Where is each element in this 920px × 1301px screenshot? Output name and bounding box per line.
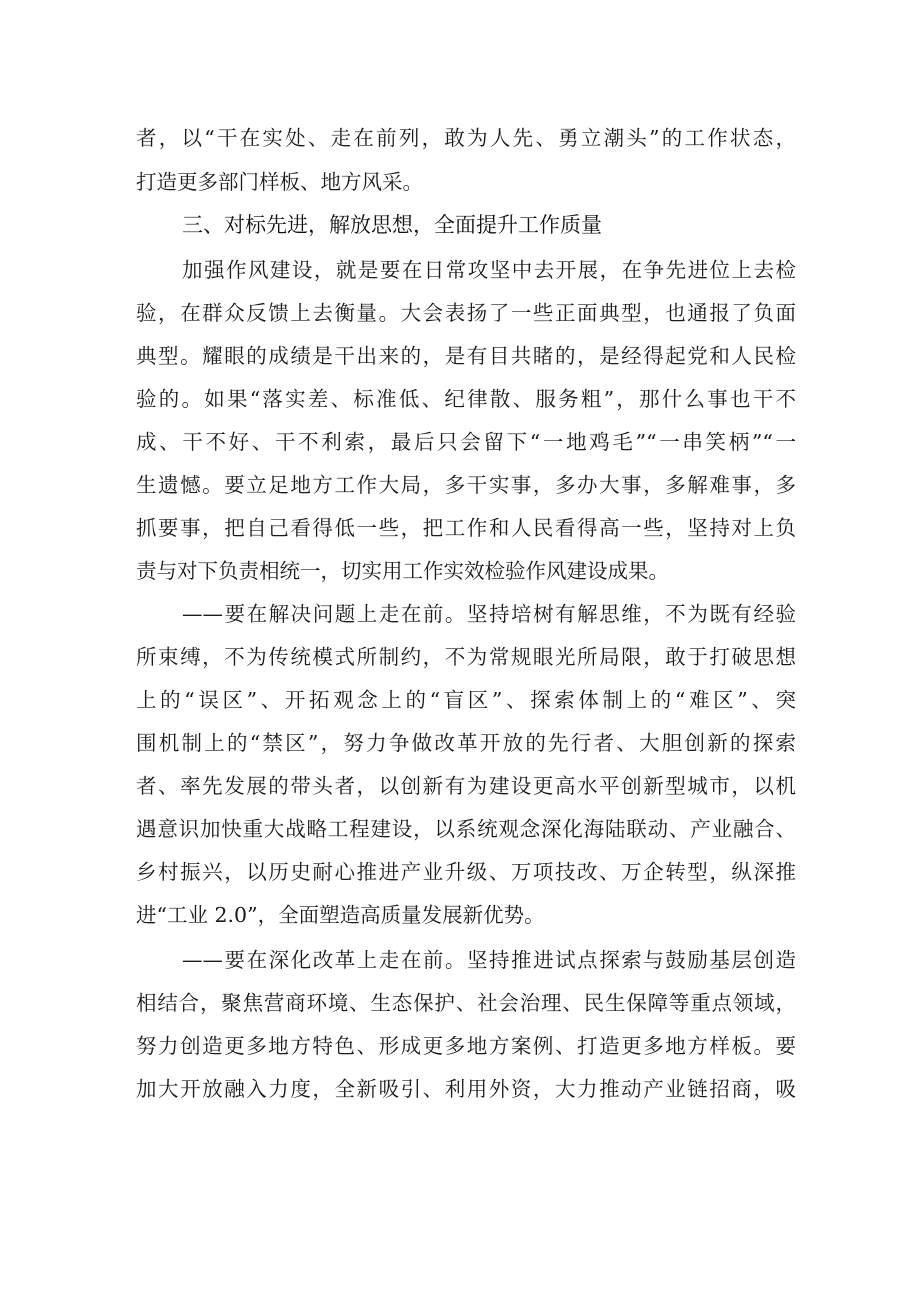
paragraph-line: 遇意识加快重大战略工程建设，以系统观念深化海陆联动、产业融合、 <box>136 817 796 841</box>
paragraph-line: 围机制上的“禁区”，努力争做改革开放的先行者、大胆创新的探索 <box>136 731 796 755</box>
paragraph-line: 责与对下负责相统一，切实用工作实效检验作风建设成果。 <box>136 559 669 583</box>
paragraph-line: ——要在深化改革上走在前。坚持推进试点探索与鼓励基层创造 <box>182 948 796 972</box>
paragraph-line: 进“工业 2.0”，全面塑造高质量发展新优势。 <box>136 903 545 927</box>
intro-line: 者，以“干在实处、走在前列，敢为人先、勇立潮头”的工作状态， <box>136 126 796 150</box>
paragraph-line: 相结合，聚焦营商环境、生态保护、社会治理、民生保障等重点领域， <box>136 991 796 1015</box>
paragraph-line: 加强作风建设，就是要在日常攻坚中去开展，在争先进位上去检 <box>182 258 796 282</box>
intro-line: 打造更多部门样板、地方风采。 <box>136 170 423 194</box>
paragraph-line: 上的“误区”、开拓观念上的“盲区”、探索体制上的“难区”、突 <box>136 688 796 712</box>
paragraph-line: 成、干不好、干不利索，最后只会留下“一地鸡毛”“一串笑柄”“一 <box>136 430 796 454</box>
paragraph-line: 者、率先发展的带头者，以创新有为建设更高水平创新型城市，以机 <box>136 774 796 798</box>
paragraph-line: 典型。耀眼的成绩是干出来的，是有目共睹的，是经得起党和人民检 <box>136 344 796 368</box>
paragraph-line: 加大开放融入力度，全新吸引、利用外资，大力推动产业链招商，吸 <box>136 1077 796 1101</box>
paragraph-line: 所束缚，不为传统模式所制约，不为常规眼光所局限，敢于打破思想 <box>136 645 796 669</box>
paragraph-line: 生遗憾。要立足地方工作大局，多干实事，多办大事，多解难事，多 <box>136 473 796 497</box>
paragraph-line: 乡村振兴，以历史耐心推进产业升级、万项技改、万企转型，纵深推 <box>136 860 796 884</box>
paragraph-line: 努力创造更多地方特色、形成更多地方案例、打造更多地方样板。要 <box>136 1034 796 1058</box>
paragraph-line: 验，在群众反馈上去衡量。大会表扬了一些正面典型，也通报了负面 <box>136 301 796 325</box>
paragraph-line: 抓要事，把自己看得低一些，把工作和人民看得高一些，坚持对上负 <box>136 516 796 540</box>
paragraph-line: ——要在解决问题上走在前。坚持培树有解思维，不为既有经验 <box>182 602 796 626</box>
paragraph-line: 验的。如果“落实差、标准低、纪律散、服务粗”，那什么事也干不 <box>136 387 796 411</box>
section-heading: 三、对标先进，解放思想，全面提升工作质量 <box>182 213 602 237</box>
